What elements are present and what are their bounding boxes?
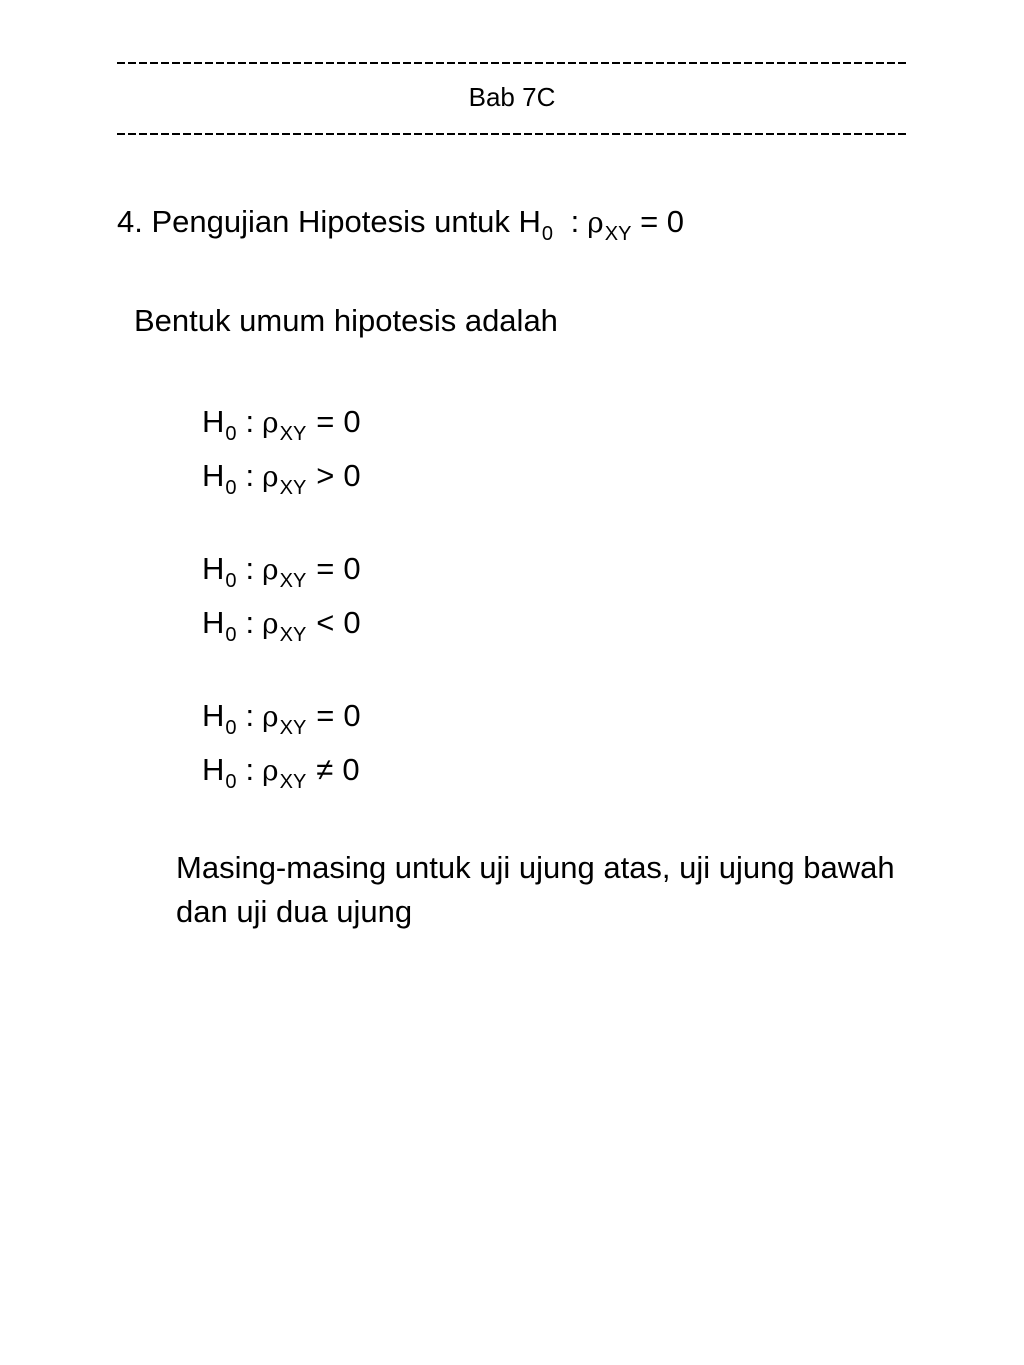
hyp-rho-subscript: XY bbox=[279, 624, 307, 646]
hyp-h: H bbox=[202, 551, 225, 586]
hyp-rho: ρ bbox=[262, 700, 279, 733]
hyp-rho-subscript: XY bbox=[279, 717, 307, 739]
heading-rho-subscript: XY bbox=[604, 223, 632, 245]
hypothesis-pair-lower-tail bbox=[202, 544, 361, 652]
hyp-relation: = bbox=[316, 551, 335, 586]
null-hypothesis bbox=[202, 397, 361, 451]
hyp-h-subscript: 0 bbox=[225, 423, 237, 445]
hyp-rho-subscript: XY bbox=[279, 477, 307, 499]
hyp-colon: : bbox=[245, 605, 255, 640]
intro-text: Bentuk umum hipotesis adalah bbox=[134, 303, 558, 338]
alternative-hypothesis bbox=[202, 745, 361, 799]
alternative-hypothesis bbox=[202, 598, 361, 652]
heading-prefix: 4. Pengujian Hipotesis untuk H bbox=[117, 204, 541, 239]
hyp-h-subscript: 0 bbox=[225, 717, 237, 739]
hyp-colon: : bbox=[245, 551, 255, 586]
hyp-rho-subscript: XY bbox=[279, 771, 307, 793]
hyp-value: 0 bbox=[343, 605, 361, 640]
heading-rho: ρ bbox=[587, 206, 604, 239]
null-hypothesis bbox=[202, 691, 361, 745]
hyp-relation: ≠ bbox=[316, 752, 334, 787]
hyp-rho: ρ bbox=[262, 460, 279, 493]
hyp-h-subscript: 0 bbox=[225, 477, 237, 499]
hyp-value: 0 bbox=[343, 404, 361, 439]
heading-colon: : bbox=[570, 204, 580, 239]
hyp-value: 0 bbox=[342, 752, 360, 787]
hyp-relation: = bbox=[316, 698, 335, 733]
hyp-relation: > bbox=[316, 458, 335, 493]
header-top-divider bbox=[117, 62, 907, 64]
hypothesis-pair-two-tail bbox=[202, 691, 361, 799]
hyp-rho: ρ bbox=[262, 754, 279, 787]
hyp-relation: = bbox=[316, 404, 335, 439]
hyp-rho-subscript: XY bbox=[279, 570, 307, 592]
hyp-colon: : bbox=[245, 458, 255, 493]
hyp-rho: ρ bbox=[262, 553, 279, 586]
hyp-rho-subscript: XY bbox=[279, 423, 307, 445]
hyp-h: H bbox=[202, 458, 225, 493]
hyp-value: 0 bbox=[343, 698, 361, 733]
heading-rest: = 0 bbox=[640, 204, 685, 239]
hypothesis-pair-upper-tail bbox=[202, 397, 361, 505]
null-hypothesis bbox=[202, 544, 361, 598]
hyp-colon: : bbox=[245, 698, 255, 733]
hyp-value: 0 bbox=[343, 458, 361, 493]
hyp-h: H bbox=[202, 698, 225, 733]
heading-h-subscript: 0 bbox=[541, 223, 554, 245]
hyp-colon: : bbox=[245, 404, 255, 439]
hyp-h: H bbox=[202, 404, 225, 439]
section-heading bbox=[117, 203, 684, 245]
hyp-value: 0 bbox=[343, 551, 361, 586]
hyp-rho: ρ bbox=[262, 406, 279, 439]
hyp-h: H bbox=[202, 752, 225, 787]
hyp-h-subscript: 0 bbox=[225, 624, 237, 646]
hyp-rho: ρ bbox=[262, 607, 279, 640]
page-header-title: Bab 7C bbox=[468, 82, 556, 112]
header-bottom-divider bbox=[117, 133, 907, 135]
hyp-colon: : bbox=[245, 752, 255, 787]
hyp-h: H bbox=[202, 605, 225, 640]
alternative-hypothesis bbox=[202, 451, 361, 505]
hyp-h-subscript: 0 bbox=[225, 771, 237, 793]
closing-paragraph: Masing-masing untuk uji ujung atas, uji ujung bawah dan uji dua ujung bbox=[176, 850, 895, 929]
hyp-relation: < bbox=[316, 605, 335, 640]
hyp-h-subscript: 0 bbox=[225, 570, 237, 592]
